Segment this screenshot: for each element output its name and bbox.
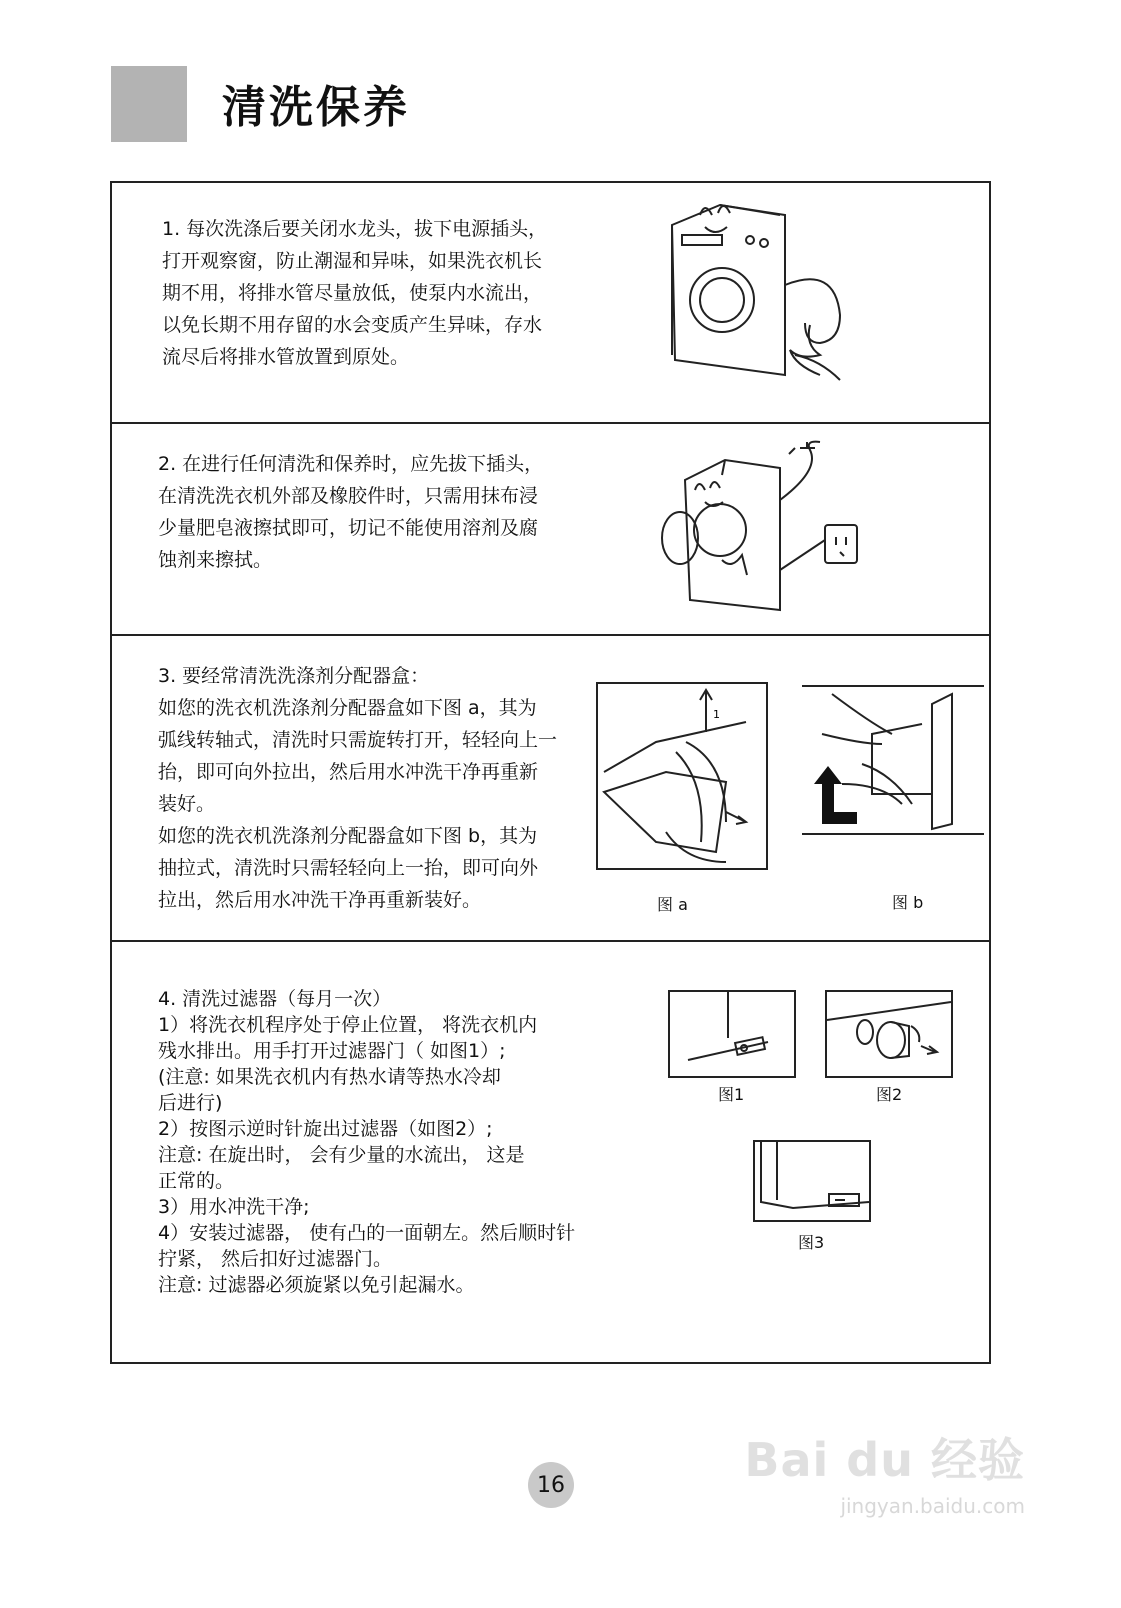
text-line: 2. 在进行任何清洗和保养时，应先拔下插头， [158, 453, 544, 475]
text-line: 蚀剂来擦拭。 [158, 549, 273, 571]
text-line: (注意: 如果洗衣机内有热水请等热水冷却 [158, 1066, 501, 1088]
text-line: 4. 清洗过滤器（每月一次） [158, 988, 392, 1010]
text-line: 拧紧， 然后扣好过滤器门。 [158, 1248, 393, 1270]
section-2 [112, 424, 989, 636]
section-1-text [162, 213, 547, 373]
text-line: 在清洗洗衣机外部及橡胶件时，只需用抹布浸 [158, 485, 539, 507]
title-gray-block [111, 66, 187, 142]
text-line: 正常的。 [158, 1170, 235, 1192]
page-title: 清洗保养 [222, 82, 410, 133]
text-line: 打开观察窗，防止潮湿和异味，如果洗衣机长 [162, 250, 543, 272]
text-line: 3）用水冲洗干净; [158, 1196, 310, 1218]
section-2-text [158, 448, 543, 576]
watermark-url: jingyan.baidu.com [840, 1494, 1025, 1518]
figure-a-dispenser-rotating [596, 682, 768, 870]
watermark [744, 1424, 1025, 1518]
section-4-text [158, 986, 575, 1298]
text-line: 少量肥皂液擦拭即可，切记不能使用溶剂及腐 [158, 517, 539, 539]
text-line: 期不用，将排水管尽量放低，使泵内水流出， [162, 282, 543, 304]
text-line: 弧线转轴式，清洗时只需旋转打开，轻轻向上一 [158, 729, 558, 751]
figure-1-filter-door [668, 990, 796, 1078]
section-3 [112, 636, 989, 942]
text-line: 4）安装过滤器， 使有凸的一面朝左。然后顺时针 [158, 1222, 576, 1244]
caption-figure-2: 图2 [876, 1085, 903, 1104]
figure-2-unscrew-filter [825, 990, 953, 1078]
text-line: 拉出，然后用水冲洗干净再重新装好。 [158, 889, 482, 911]
page-number: 16 [528, 1462, 574, 1508]
text-line: 注意: 在旋出时， 会有少量的水流出， 这是 [158, 1144, 525, 1166]
text-line: 1）将洗衣机程序处于停止位置， 将洗衣机内 [158, 1014, 538, 1036]
section-4 [112, 942, 989, 1366]
caption-figure-3: 图3 [798, 1233, 825, 1252]
text-line: 抽拉式，清洗时只需轻轻向上一抬，即可向外 [158, 857, 539, 879]
text-line: 抬，即可向外拉出，然后用水冲洗干净再重新 [158, 761, 539, 783]
content-frame [110, 181, 991, 1364]
section-1 [112, 183, 989, 424]
text-line: 流尽后将排水管放置到原处。 [162, 346, 410, 368]
text-line: 注意: 过滤器必须旋紧以免引起漏水。 [158, 1274, 475, 1296]
text-line: 如您的洗衣机洗涤剂分配器盒如下图 b，其为 [158, 825, 538, 847]
text-line: 如您的洗衣机洗涤剂分配器盒如下图 a，其为 [158, 697, 537, 719]
machine-cleaning-unplugged-illustration [650, 440, 870, 630]
text-line: 2）按图示逆时针旋出过滤器（如图2）; [158, 1118, 493, 1140]
caption-figure-1: 图1 [718, 1085, 745, 1104]
text-line: 以免长期不用存留的水会变质产生异味，存水 [162, 314, 543, 336]
figure-3-filter-location [753, 1140, 871, 1222]
caption-figure-a: 图 a [657, 895, 688, 914]
caption-figure-b: 图 b [892, 893, 924, 912]
text-line: 3. 要经常清洗洗涤剂分配器盒： [158, 665, 430, 687]
arrow-label: 1 [713, 708, 720, 721]
figure-b-dispenser-drawer [802, 684, 984, 839]
section-3-text [158, 660, 557, 916]
text-line: 残水排出。用手打开过滤器门（ 如图1）; [158, 1040, 506, 1062]
washing-machine-mascot-illustration [660, 195, 860, 385]
text-line: 后进行) [158, 1092, 223, 1114]
text-line: 装好。 [158, 793, 216, 815]
text-line: 1. 每次洗涤后要关闭水龙头，拔下电源插头， [162, 218, 548, 240]
watermark-logo: Bai du 经验 [744, 1433, 1025, 1487]
